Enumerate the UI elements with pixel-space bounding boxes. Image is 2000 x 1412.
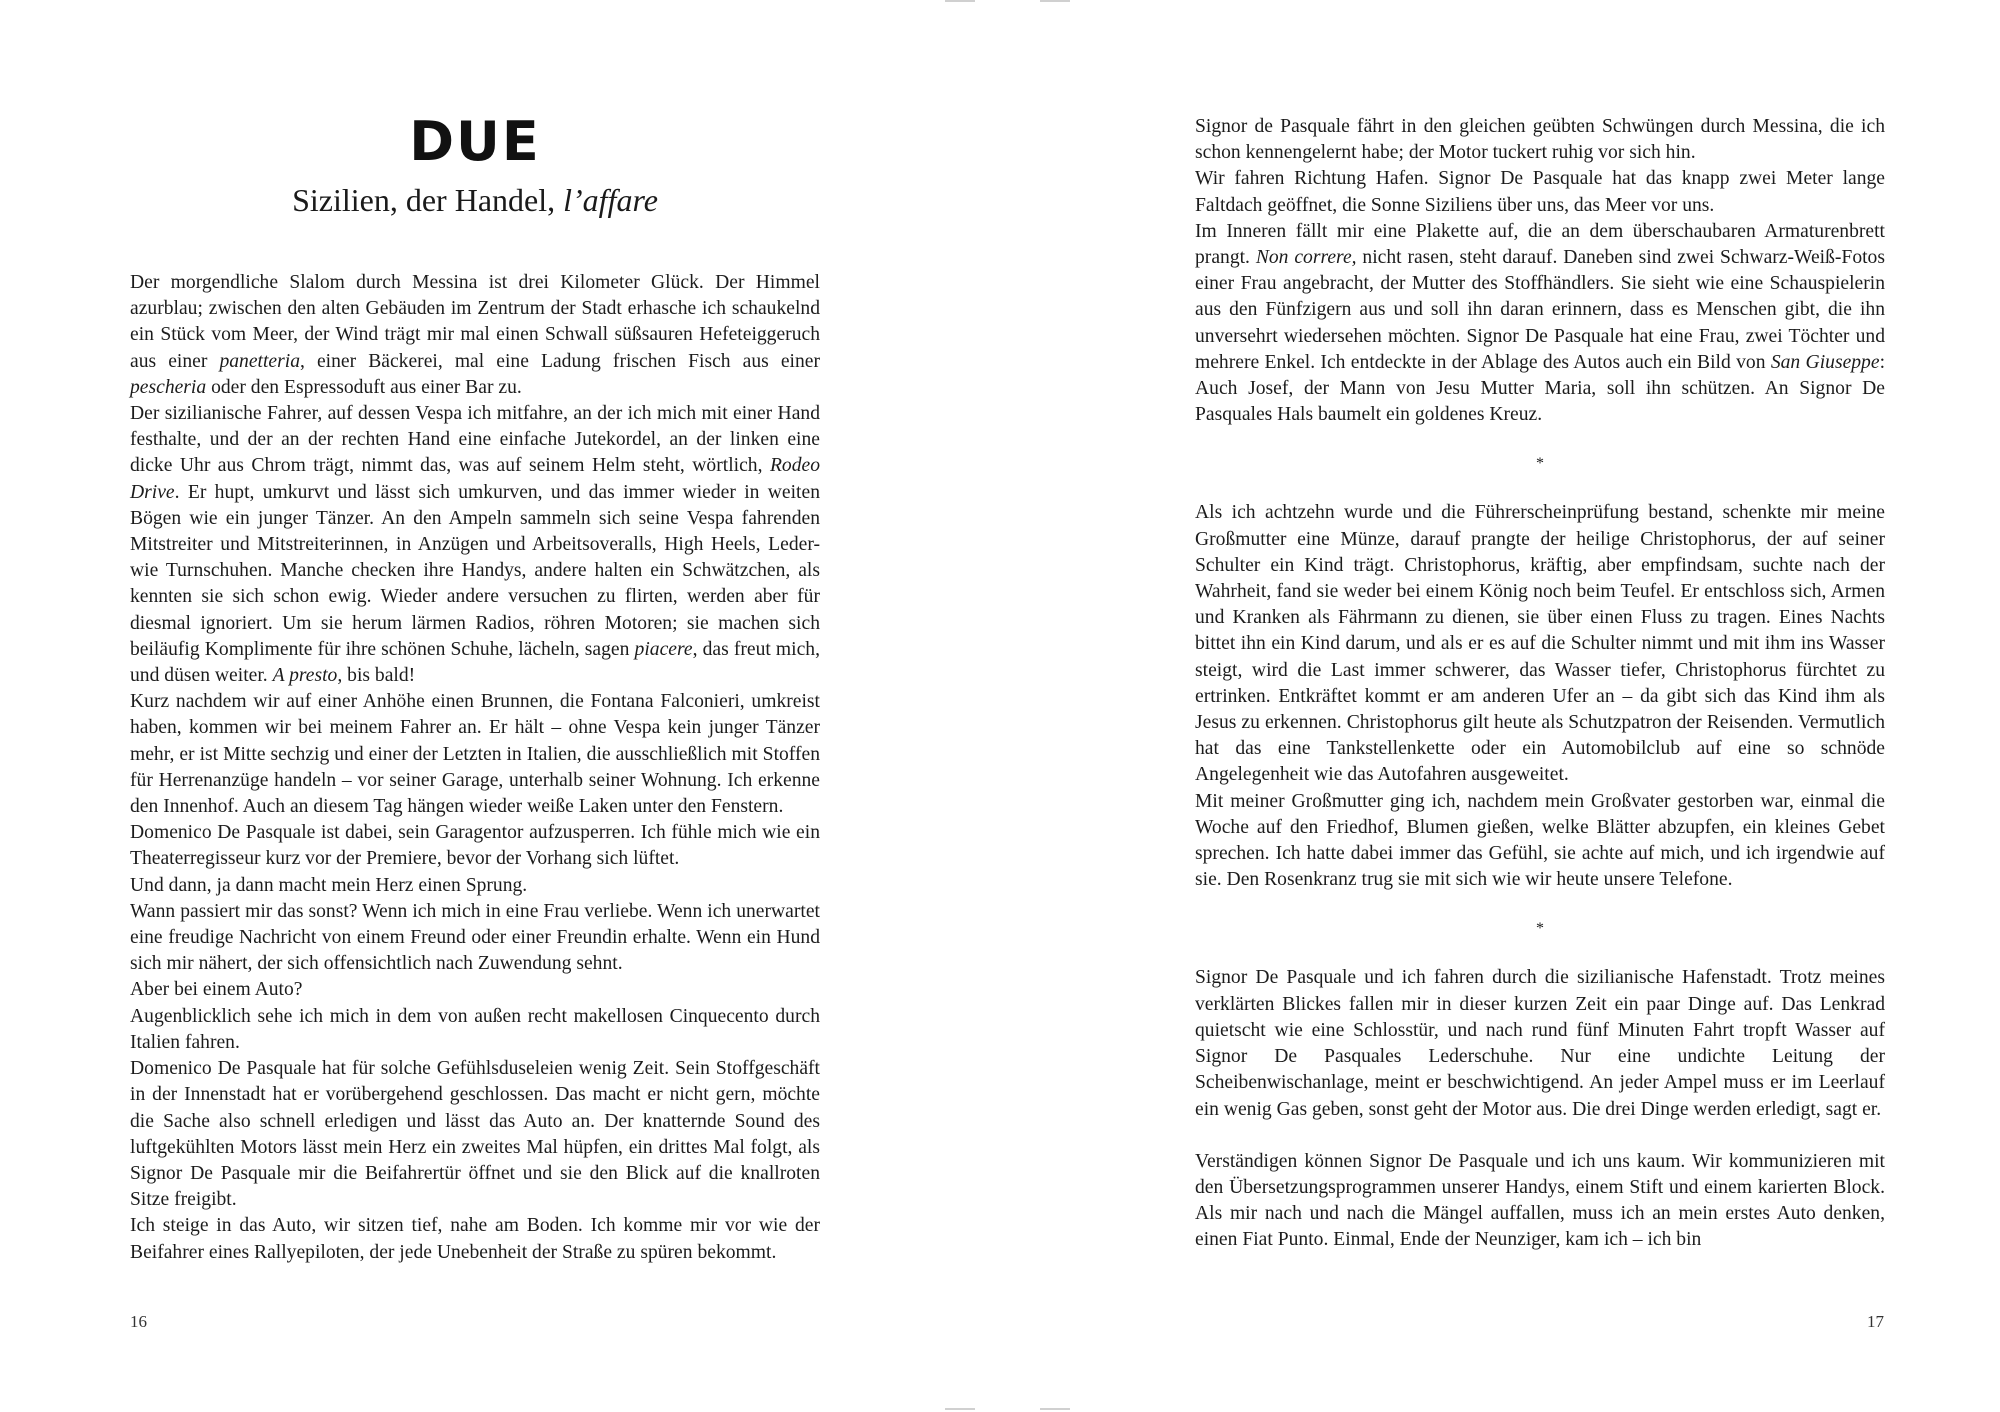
paragraph: Der sizilianische Fahrer, auf dessen Vespa ich mitfahre, an der ich mich mit einer Hand festhalte, und der an der rechten Hand eine einfache Jutekordel, an der linken eine dicke Uhr aus Chrom trägt, nimmt das, was auf seinem Helm steht, wörtlich, Rodeo Drive. Er hupt, umkurvt und lässt sich umkurven, und das immer wieder in weiten Bögen wie ein junger Tänzer. An den Ampeln sammeln sich seine Vespa fahrenden Mitstreiter und Mitstreiterinnen, in Anzügen und Arbeitsoveralls, High Heels, Leder- wie Turnschuhen. Manche checken ihre Handys, andere halten ein Schwätzchen, als kennten sie sich schon ewig. Wieder andere versuchen zu flirten, werden aber für diesmal ignoriert. Um sie herum lärmen Radios, röhren Motoren; sie machen sich beiläufig Komplimente für ihre schönen Schuhe, lächeln, sagen piacere, das freut mich, und düsen weiter. A presto, bis bald! [130,403,821,687]
page-number-left: 16 [130,1312,147,1331]
paragraph: Domenico De Pasquale ist dabei, sein Garagentor aufzusperren. Ich fühle mich wie ein Theaterregisseur kurz vor der Premiere, bevor der Vorhang sich lüftet. [130,822,820,870]
right-body-text [1195,114,1885,1254]
chapter-title [130,180,820,220]
paragraph: Der morgendliche Slalom durch Messina ist drei Kilometer Glück. Der Himmel azurblau; zwischen den alten Gebäuden im Zentrum der Stadt erhasche ich schaukelnd ein Stück vom Meer, der Wind trägt mir mal einen Schwall süßsauren Hefeteiggeruch aus einer panetteria, einer Bäckerei, mal eine Ladung frischen Fisch aus einer pescheria oder den Espressoduft aus einer Bar zu. [130,272,821,398]
left-body-text [130,270,820,1266]
paragraph: Ich steige in das Auto, wir sitzen tief, nahe am Boden. Ich komme mir vor wie der Beifahrer eines Rallyepiloten, der jede Unebenheit der Straße zu spüren bekommt. [130,1215,820,1263]
paragraph: Signor De Pasquale und ich fahren durch die sizilianische Hafenstadt. Trotz meines verklärten Blickes fallen mir in dieser kurzen Zeit ein paar Dinge auf. Das Lenkrad quietscht wie eine Schlosstür, und nach rund fünf Minuten Fahrt tropft Wasser auf Signor De Pasquales Lederschuhe. Nur eine undichte Leitung der Scheibenwischanlage, meint er beschwichtigend. An jeder Ampel muss er im Leerlauf ein wenig Gas geben, sonst geht der Motor aus. Die drei Dinge werden erledigt, sagt er. [1195,967,1885,1120]
paragraph-gap [1195,1123,1885,1149]
page-number-right: 17 [1867,1312,1884,1331]
paragraph: Mit meiner Großmutter ging ich, nachdem mein Großvater gestorben war, einmal die Woche auf den Friedhof, Blumen gießen, welke Blätter abzupfen, ein kleines Gebet sprechen. Ich hatte dabei immer das Gefühl, sie achte auf mich, und ich irgendwie auf sie. Den Rosenkranz trug sie mit sich wie wir heute unsere Telefone. [1195,790,1885,891]
paragraph: Aber bei einem Auto? [130,979,303,1001]
paragraph: Als ich achtzehn wurde und die Führerscheinprüfung bestand, schenkte mir meine Großmutter eine Münze, darauf prangte der heilige Christophorus, der auf seiner Schulter ein Kind trägt. Christophorus, kräftig, aber empfindsam, suchte nach der Wahrheit, fand sie weder bei einem König noch beim Teufel. Er entschloss sich, Armen und Kranken als Fährmann zu dienen, sie über einen Fluss zu tragen. Eines Nachts bittet ihn ein Kind darum, und als er es auf die Schulter nimmt und mit ihm ins Wasser steigt, wird die Last immer schwerer, das Wasser tiefer, Christophorus fürchtet zu ertrinken. Entkräftet kommt er am anderen Ufer an – da gibt sich das Kind ihm als Jesus zu erkennen. Christophorus gilt heute als Schutzpatron der Reisenden. Vermutlich hat das eine Tankstellenkette oder ein Automobilclub auf eine so schnöde Angelegenheit wie das Autofahren ausgeweitet. [1195,502,1885,786]
paragraph: Augenblicklich sehe ich mich in dem von außen recht makellosen Cinquecento durch Italien fahren. [130,1005,820,1053]
chapter-number: DUE [409,110,541,173]
right-page [1000,0,2000,1412]
chapter-title-italic: l’affare [563,182,658,218]
paragraph: Im Inneren fällt mir eine Plakette auf, die an dem überschaubaren Armaturenbrett prangt. Non correre, nicht rasen, steht darauf. Daneben sind zwei Schwarz-Weiß-Fotos einer Frau angebracht, der Mutter des Stoffhändlers. Sie sieht wie eine Schauspielerin aus den Fünfzigern aus und soll ihn daran erinnern, dass es Menschen gibt, die ihn unversehrt wiedersehen möchten. Signor De Pasquale hat eine Frau, zwei Töchter und mehrere Enkel. Ich entdeckte in der Ablage des Autos auch ein Bild von San Giuseppe: Auch Josef, der Mann von Jesu Mutter Maria, soll ihn schützen. An Signor De Pasquales Hals baumelt ein goldenes Kreuz. [1195,220,1886,426]
chapter-title-main: Sizilien, der Handel, [292,182,564,218]
paragraph: Wann passiert mir das sonst? Wenn ich mich in eine Frau verliebe. Wenn ich unerwartet eine freudige Nachricht von einem Freund oder einer Freundin erhalte. Wenn ein Hund sich mir nähert, der sich offensichtlich nach Zuwendung sehnt. [130,900,820,975]
paragraph: Signor de Pasquale fährt in den gleichen geübten Schwüngen durch Messina, die ich schon kennengelernt habe; der Motor tuckert ruhig vor sich hin. [1195,116,1885,164]
paragraph: Wir fahren Richtung Hafen. Signor De Pasquale hat das knapp zwei Meter lange Faltdach geöffnet, die Sonne Siziliens über uns, das Meer vor uns. [1195,168,1885,216]
paragraph: Und dann, ja dann macht mein Herz einen Sprung. [130,874,528,896]
paragraph: Verständigen können Signor De Pasquale und ich uns kaum. Wir kommunizieren mit den Übersetzungsprogrammen unserer Handys, einem Stift und einem karierten Block. Als mir nach und nach die Mängel auffallen, muss ich an mein erstes Auto denken, einen Fiat Punto. Einmal, Ende der Neunziger, kam ich – ich bin [1195,1150,1885,1251]
paragraph: Domenico De Pasquale hat für solche Gefühlsduseleien wenig Zeit. Sein Stoffgeschäft in der Innenstadt hat er vorübergehend geschlossen. Das macht er nicht gern, möchte die Sache also schnell erledigen und lässt das Auto an. Der knatternde Sound des luftgekühlten Motors lässt mein Herz ein zweites Mal hüpfen, ein drittes Mal folgt, als Signor De Pasquale mir die Beifahrertür öffnet und sie den Blick auf die knallroten Sitze freigibt. [130,1058,820,1211]
paragraph: Kurz nachdem wir auf einer Anhöhe einen Brunnen, die Fontana Falconieri, umkreist haben, kommen wir bei meinem Fahrer an. Er hält – ohne Vespa kein junger Tänzer mehr, er ist Mitte sechzig und einer der Letzten in Italien, die ausschließlich mit Stoffen für Herrenanzüge handeln – vor seiner Garage, unterhalb seiner Wohnung. Ich erkenne den Innenhof. Auch an diesem Tag hängen wieder weiße Laken unter den Fenstern. [130,691,820,818]
section-separator-star: * [1536,920,1544,938]
section-separator-star: * [1536,455,1544,473]
